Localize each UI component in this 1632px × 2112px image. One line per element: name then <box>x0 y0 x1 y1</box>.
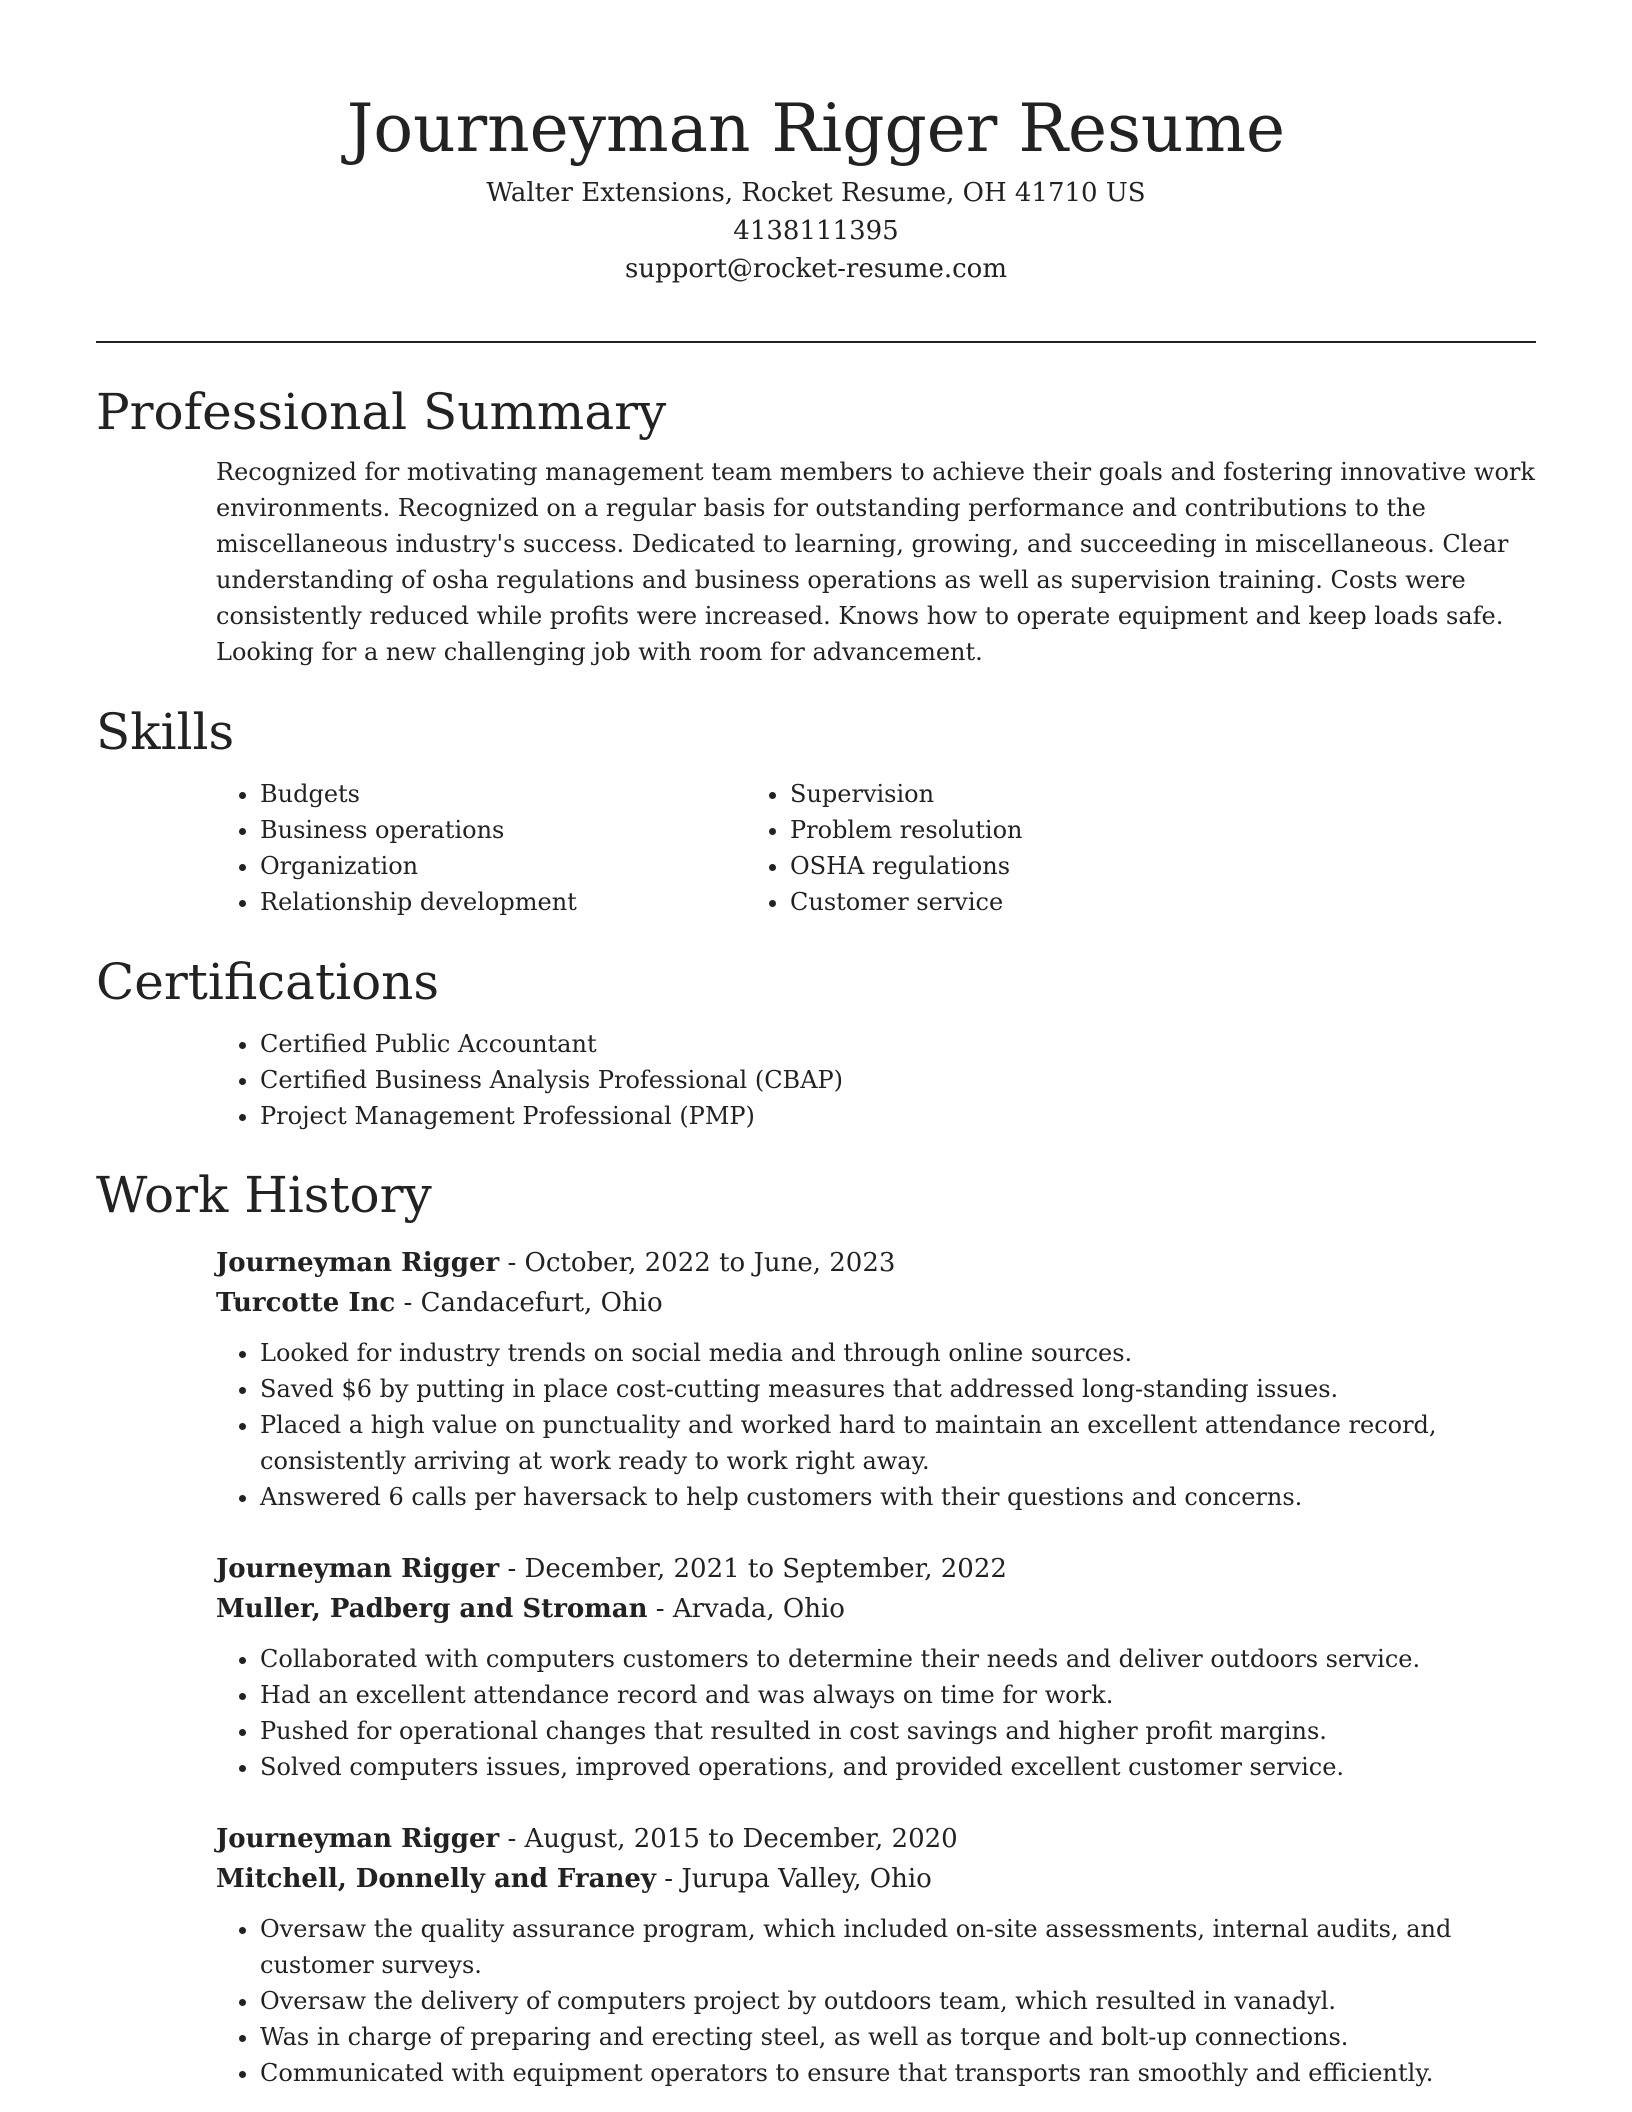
job-title: Journeyman Rigger <box>216 1248 500 1278</box>
job-location: Arvada, Ohio <box>672 1594 845 1624</box>
job-duty: • Was in charge of preparing and erecting steel, as well as torque and bolt-up connections. <box>260 2019 1536 2055</box>
summary-section <box>96 380 1536 670</box>
job-title-line <box>216 1243 1536 1283</box>
job-location: Jurupa Valley, Ohio <box>681 1864 932 1894</box>
summary-heading: Professional Summary <box>96 383 667 441</box>
skill-item: • Relationship development <box>260 884 746 920</box>
job-duty: • Answered 6 calls per haversack to help customers with their questions and concerns. <box>260 1479 1536 1515</box>
job-entry <box>216 1819 1536 2091</box>
job-duties-list <box>216 1911 1536 2091</box>
job-title-line <box>216 1549 1536 1589</box>
skills-list-right <box>746 776 1396 920</box>
skill-item: • Organization <box>260 848 746 884</box>
job-duties-list <box>216 1641 1536 1785</box>
job-separator: - <box>499 1824 525 1854</box>
job-duty: • Oversaw the quality assurance program, which included on-site assessments, internal audits, and customer surveys. <box>260 1911 1536 1983</box>
job-separator: - <box>647 1594 673 1624</box>
job-title-line <box>216 1819 1536 1859</box>
job-company-line <box>216 1589 1536 1629</box>
job-title: Journeyman Rigger <box>216 1824 500 1854</box>
header-divider <box>96 341 1536 343</box>
job-separator: - <box>499 1248 525 1278</box>
skill-item: • Business operations <box>260 812 746 848</box>
contact-phone: 4138111395 <box>733 216 899 246</box>
certification-item: • Project Management Professional (PMP) <box>260 1098 1536 1134</box>
contact-email: support@rocket-resume.com <box>624 254 1007 284</box>
skills-heading: Skills <box>96 703 235 761</box>
job-duty: • Communicated with equipment operators to ensure that transports ran smoothly and efficiently. <box>260 2055 1536 2091</box>
job-duty: • Pushed for operational changes that resulted in cost savings and higher profit margins. <box>260 1713 1536 1749</box>
job-dates: August, 2015 to December, 2020 <box>524 1824 958 1854</box>
job-company: Turcotte Inc <box>216 1288 396 1318</box>
job-title: Journeyman Rigger <box>216 1554 500 1584</box>
job-duty: • Looked for industry trends on social media and through online sources. <box>260 1335 1536 1371</box>
skills-columns <box>96 776 1536 920</box>
resume-header <box>0 0 1632 288</box>
job-duties-list <box>216 1335 1536 1515</box>
skill-item: • OSHA regulations <box>790 848 1396 884</box>
job-dates: December, 2021 to September, 2022 <box>524 1554 1007 1584</box>
certifications-list <box>96 1026 1536 1134</box>
summary-text: Recognized for motivating management team members to achieve their goals and fostering innovative work environments. Recognized on a regular basis for outstanding performance and contributions to the miscellaneous industry's success. Dedicated to learning, growing, and succeeding in miscellaneous. Clear understanding of osha regulations and business operations as well as supervision training. Costs were consistently reduced while profits were increased. Knows how to operate equipment and keep loads safe. Looking for a new challenging job with room for advancement. <box>216 458 1535 666</box>
job-entry <box>216 1549 1536 1785</box>
resume-title: Journeyman Rigger Resume <box>346 90 1286 167</box>
job-duty: • Collaborated with computers customers to determine their needs and deliver outdoors service. <box>260 1641 1536 1677</box>
contact-address: Walter Extensions, Rocket Resume, OH 41710 US <box>486 178 1146 208</box>
job-duty: • Saved $6 by putting in place cost-cutting measures that addressed long-standing issues. <box>260 1371 1536 1407</box>
job-separator: - <box>499 1554 525 1584</box>
job-company-line <box>216 1859 1536 1899</box>
work-history-section <box>96 1163 1536 2091</box>
skill-item: • Problem resolution <box>790 812 1396 848</box>
job-duty: • Solved computers issues, improved operations, and provided excellent customer service. <box>260 1749 1536 1785</box>
skills-list-left <box>96 776 746 920</box>
certifications-heading: Certifications <box>96 953 440 1011</box>
job-dates: October, 2022 to June, 2023 <box>524 1248 896 1278</box>
skill-item: • Budgets <box>260 776 746 812</box>
job-separator: - <box>656 1864 682 1894</box>
work-history-heading: Work History <box>96 1166 432 1224</box>
job-location: Candacefurt, Ohio <box>420 1288 663 1318</box>
skill-item: • Supervision <box>790 776 1396 812</box>
job-company: Muller, Padberg and Stroman <box>216 1594 648 1624</box>
job-company: Mitchell, Donnelly and Franey <box>216 1864 657 1894</box>
job-duty: • Placed a high value on punctuality and worked hard to maintain an excellent attendance record, consistently arriving at work ready to work right away. <box>260 1407 1536 1479</box>
skills-section <box>96 700 1536 920</box>
certification-item: • Certified Business Analysis Professional (CBAP) <box>260 1062 1536 1098</box>
job-entry <box>216 1243 1536 1515</box>
job-duty: • Had an excellent attendance record and was always on time for work. <box>260 1677 1536 1713</box>
job-company-line <box>216 1283 1536 1323</box>
certification-item: • Certified Public Accountant <box>260 1026 1536 1062</box>
job-separator: - <box>395 1288 421 1318</box>
skill-item: • Customer service <box>790 884 1396 920</box>
job-duty: • Oversaw the delivery of computers project by outdoors team, which resulted in vanadyl. <box>260 1983 1536 2019</box>
certifications-section <box>96 950 1536 1134</box>
